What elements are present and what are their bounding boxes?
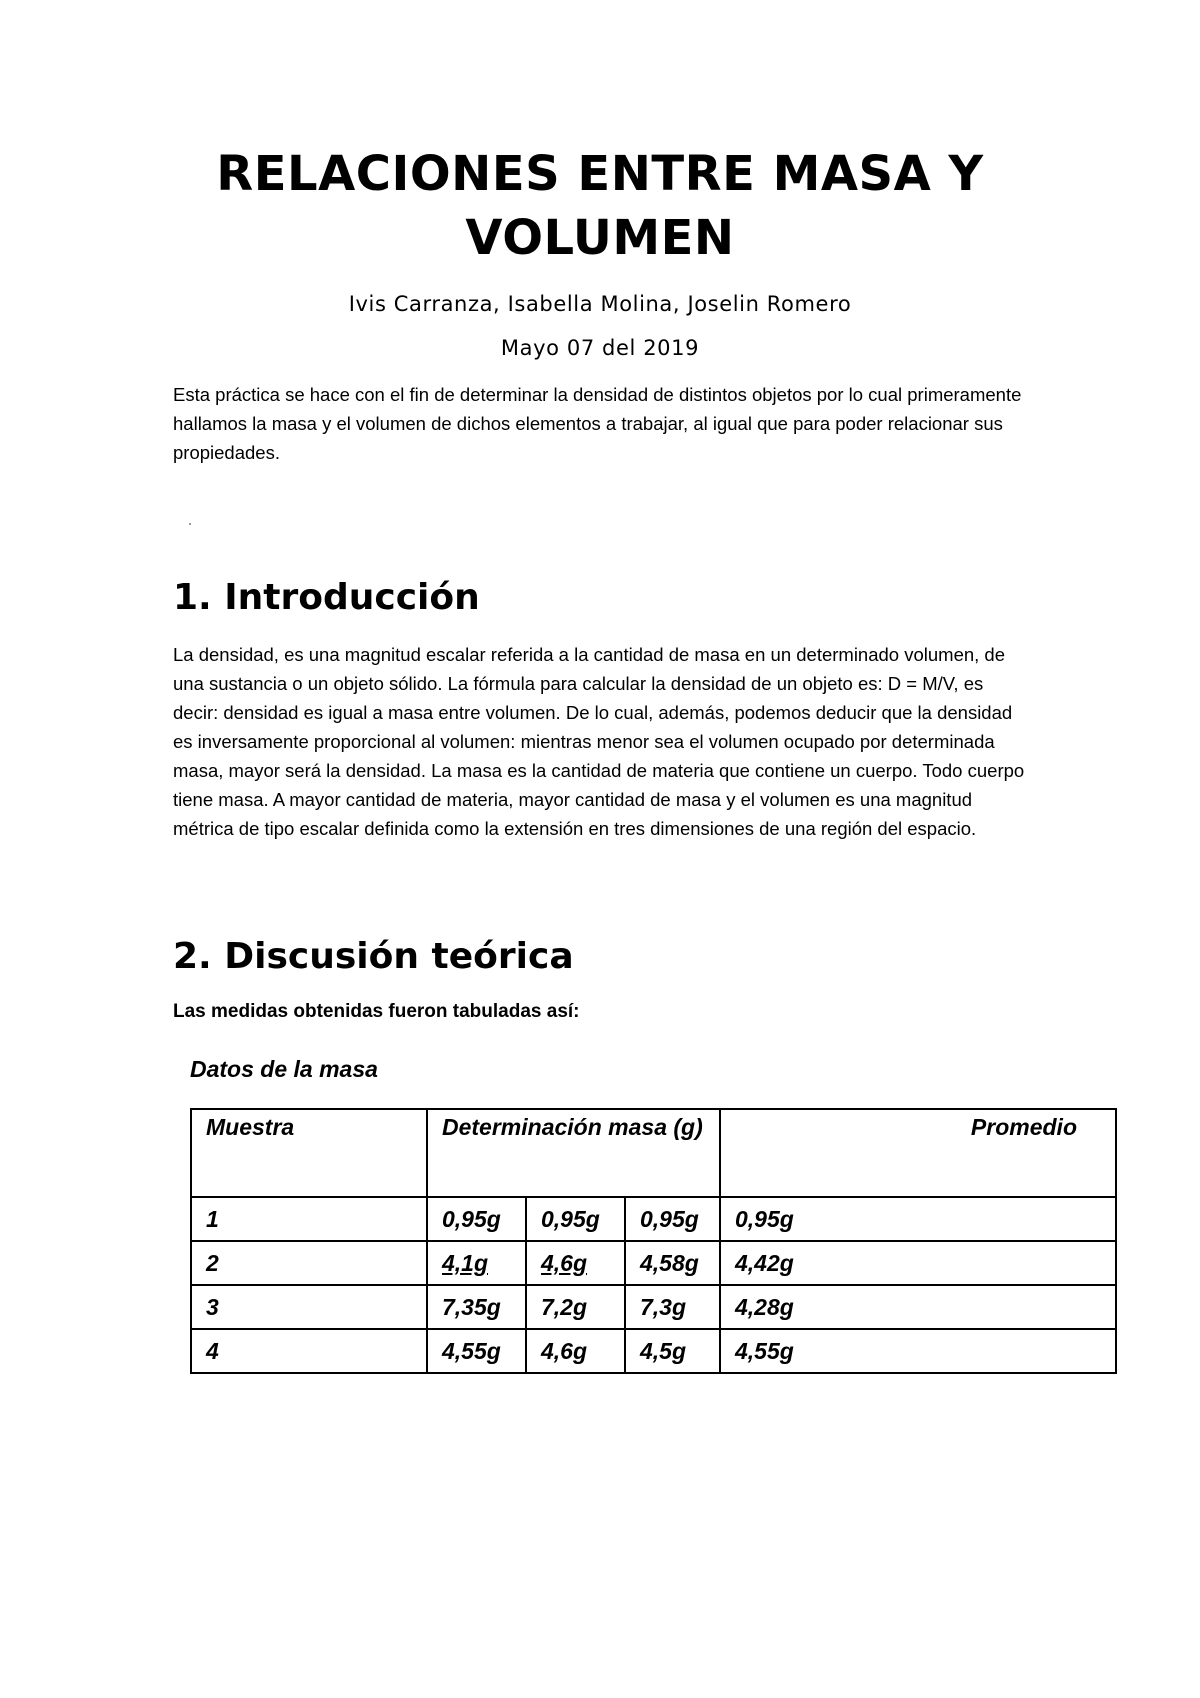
authors-line: Ivis Carranza, Isabella Molina, Joselin Romero [348,292,852,316]
cell-sample: 1 [191,1197,427,1241]
cell-mass-1: 4,1g [427,1241,526,1285]
section-heading-discusion: 2. Discusión teórica [173,936,574,977]
table-row [191,1285,1116,1329]
table-header-row [191,1109,1116,1197]
cell-mass-2: 7,2g [526,1285,625,1329]
cell-mass-3: 4,58g [625,1241,720,1285]
cell-sample: 4 [191,1329,427,1373]
table-row [191,1329,1116,1373]
cell-sample: 3 [191,1285,427,1329]
header-determination: Determinación masa (g) [427,1109,720,1197]
title-line-2: VOLUMEN [465,210,735,266]
cell-mass-2: 4,6g [526,1329,625,1373]
cell-mass-3: 7,3g [625,1285,720,1329]
date-line: Mayo 07 del 2019 [500,336,700,360]
cell-average: 4,42g [720,1241,1116,1285]
table-row [191,1241,1116,1285]
header-sample: Muestra [191,1109,427,1197]
cell-sample: 2 [191,1241,427,1285]
cell-mass-1: 0,95g [427,1197,526,1241]
cell-mass-2: 4,6g [526,1241,625,1285]
stray-dot [189,523,191,525]
title-line-1: RELACIONES ENTRE MASA Y [216,146,984,202]
cell-average: 0,95g [720,1197,1116,1241]
section-heading-introduccion: 1. Introducción [173,577,480,618]
cell-mass-3: 0,95g [625,1197,720,1241]
header-average: Promedio [720,1109,1116,1197]
abstract-paragraph: Esta práctica se hace con el fin de determinar la densidad de distintos objetos por lo cual primeramente hallamos la masa y el volumen de dichos elementos a trabajar, al igual que para poder relacionar sus propiedades. [173,384,1022,463]
table-row [191,1197,1116,1241]
cell-average: 4,28g [720,1285,1116,1329]
cell-mass-1: 7,35g [427,1285,526,1329]
mass-data-table [190,1108,1117,1374]
cell-mass-2: 0,95g [526,1197,625,1241]
cell-mass-3: 4,5g [625,1329,720,1373]
discussion-lead-text: Las medidas obtenidas fueron tabuladas así: [173,1001,580,1022]
introduction-paragraph: La densidad, es una magnitud escalar referida a la cantidad de masa en un determinado volumen, de una sustancia o un objeto sólido. La fórmula para calcular la densidad de un objeto es: D = M/V, es decir: densidad es igual a masa entre volumen. De lo cual, además, podemos deducir que la densidad es inversamente proporcional al volumen: mientras menor sea el volumen ocupado por determinada masa, mayor será la densidad. La masa es la cantidad de materia que contiene un cuerpo. Todo cuerpo tiene masa. A mayor cantidad de materia, mayor cantidad de masa y el volumen es una magnitud métrica de tipo escalar definida como la extensión en tres dimensiones de una región del espacio. [173,644,1025,839]
cell-mass-1: 4,55g [427,1329,526,1373]
document-title [100,142,1100,270]
cell-average: 4,55g [720,1329,1116,1373]
mass-table-caption: Datos de la masa [190,1056,378,1082]
